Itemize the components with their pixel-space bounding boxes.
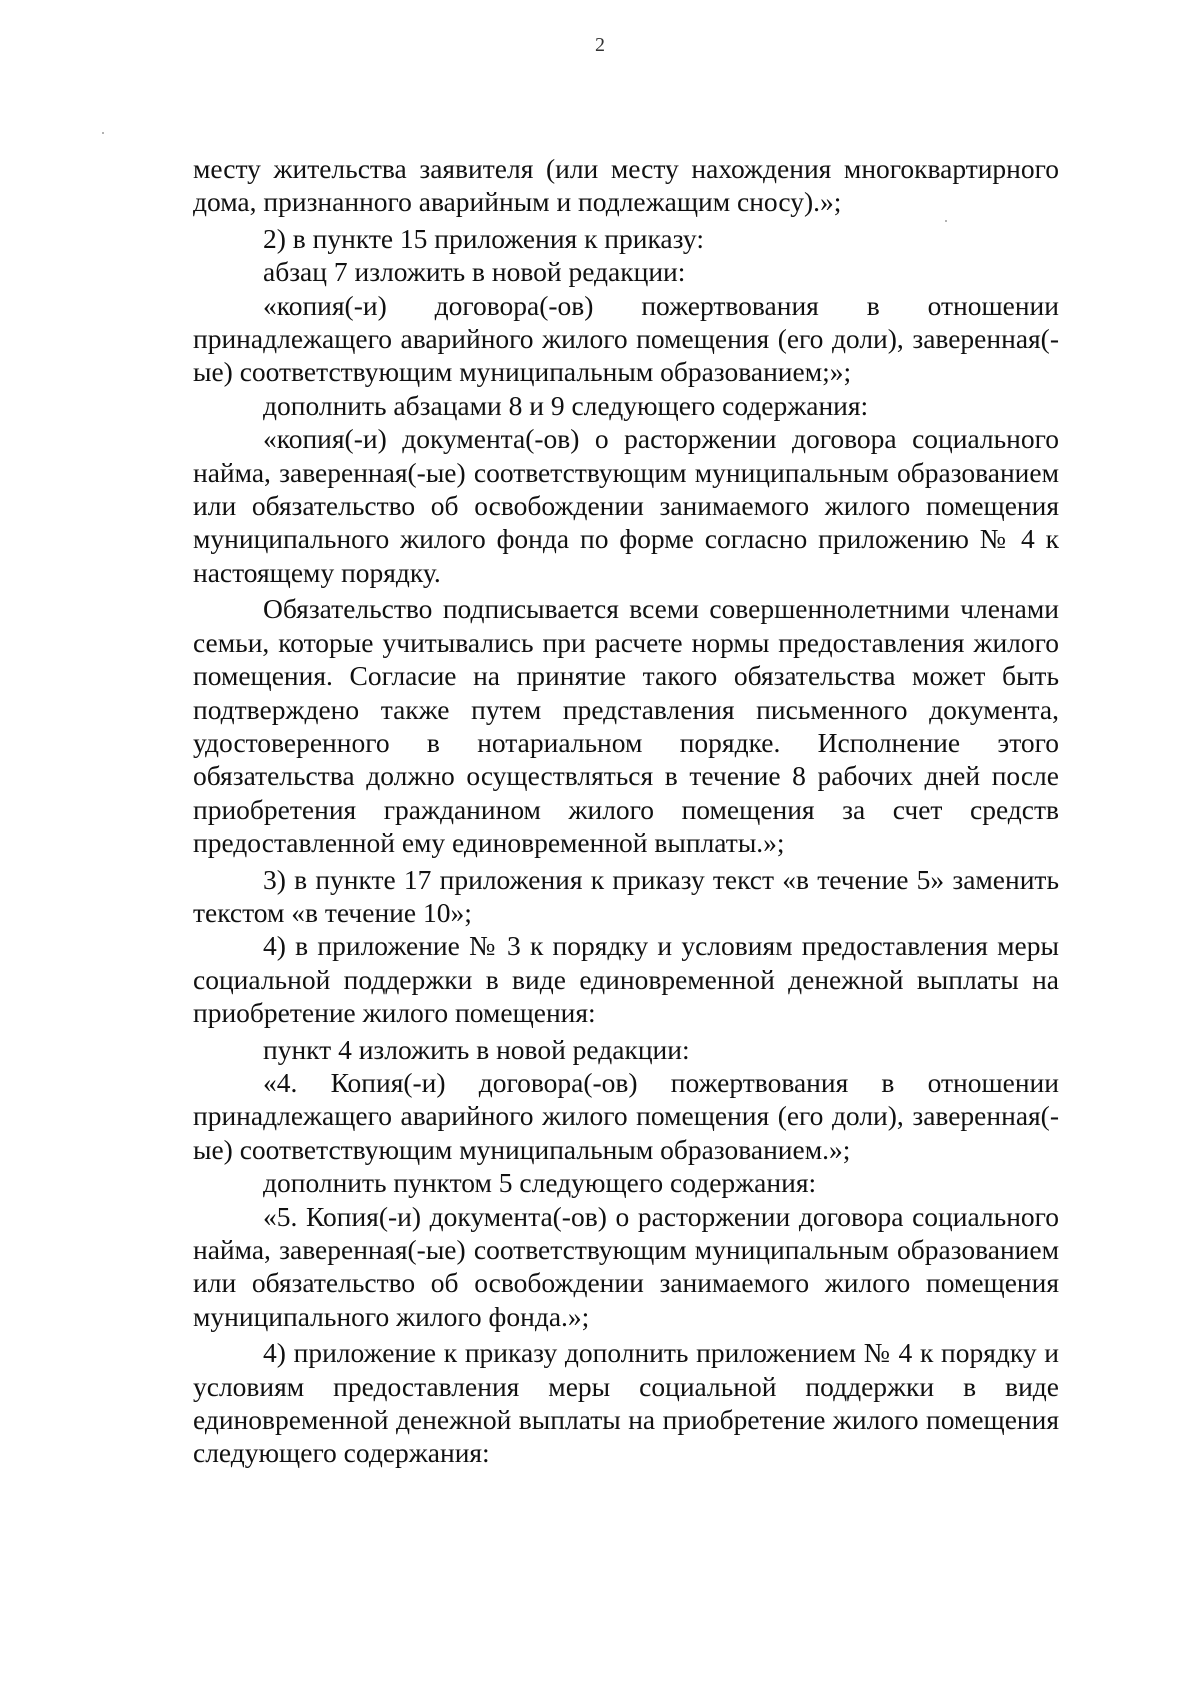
paragraph: «копия(-и) договора(-ов) пожертвования в отношении принадлежащего аварийного жилого помещения (его доли), заверенная(-ые) соответствующим муниципальным образованием;»; (193, 289, 1059, 388)
paragraph: 4) в приложение № 3 к порядку и условиям предоставления меры социальной поддержки в виде единовременной денежной выплаты на приобретение жилого помещения: (193, 930, 1059, 1029)
page-number: 2 (595, 34, 605, 56)
paragraph: дополнить абзацами 8 и 9 следующего содержания: (263, 389, 869, 421)
paragraph: дополнить пунктом 5 следующего содержания: (263, 1167, 817, 1199)
paragraph: 2) в пункте 15 приложения к приказу: (263, 222, 704, 254)
paragraph: месту жительства заявителя (или месту нахождения многоквартирного дома, признанного аварийным и подлежащим сносу).»; (193, 153, 1059, 218)
paragraph: 4) приложение к приказу дополнить приложением № 4 к порядку и условиям предоставления меры социальной поддержки в виде единовременной денежной выплаты на приобретение жилого помещения следующего содержания: (193, 1337, 1059, 1469)
paragraph: «5. Копия(-и) документа(-ов) о расторжении договора социального найма, заверенная(-ые) соответствующим муниципальным образованием или обязательство об освобождении занимаемого жилого помещения муниципального жилого фонда.»; (193, 1200, 1059, 1332)
paragraph: «4. Копия(-и) договора(-ов) пожертвования в отношении принадлежащего аварийного жилого помещения (его доли), заверенная(-ые) соответствующим муниципальным образованием.»; (193, 1066, 1059, 1165)
paragraph: «копия(-и) документа(-ов) о расторжении договора социального найма, заверенная(-ые) соответствующим муниципальным образованием или обязательство об освобождении занимаемого жилого помещения муниципального жилого фонда по форме согласно приложению № 4 к настоящему порядку. (193, 423, 1059, 588)
paragraph: абзац 7 изложить в новой редакции: (263, 256, 686, 288)
paragraph: Обязательство подписывается всеми совершеннолетними членами семьи, которые учитывались при расчете нормы предоставления жилого помещения. Согласие на принятие такого обязательства может быть подтверждено также путем представления письменного документа, удостоверенного в нотариальном порядке. Исполнение этого обязательства должно осуществляться в течение 8 рабочих дней после приобретения гражданином жилого помещения за счет средств предоставленной ему единовременной выплаты.»; (193, 593, 1059, 859)
scan-speck (102, 132, 104, 134)
document-body (193, 152, 1059, 1470)
paragraph: 3) в пункте 17 приложения к приказу текст «в течение 5» заменить текстом «в течение 10»; (193, 863, 1059, 928)
paragraph: пункт 4 изложить в новой редакции: (263, 1033, 690, 1065)
